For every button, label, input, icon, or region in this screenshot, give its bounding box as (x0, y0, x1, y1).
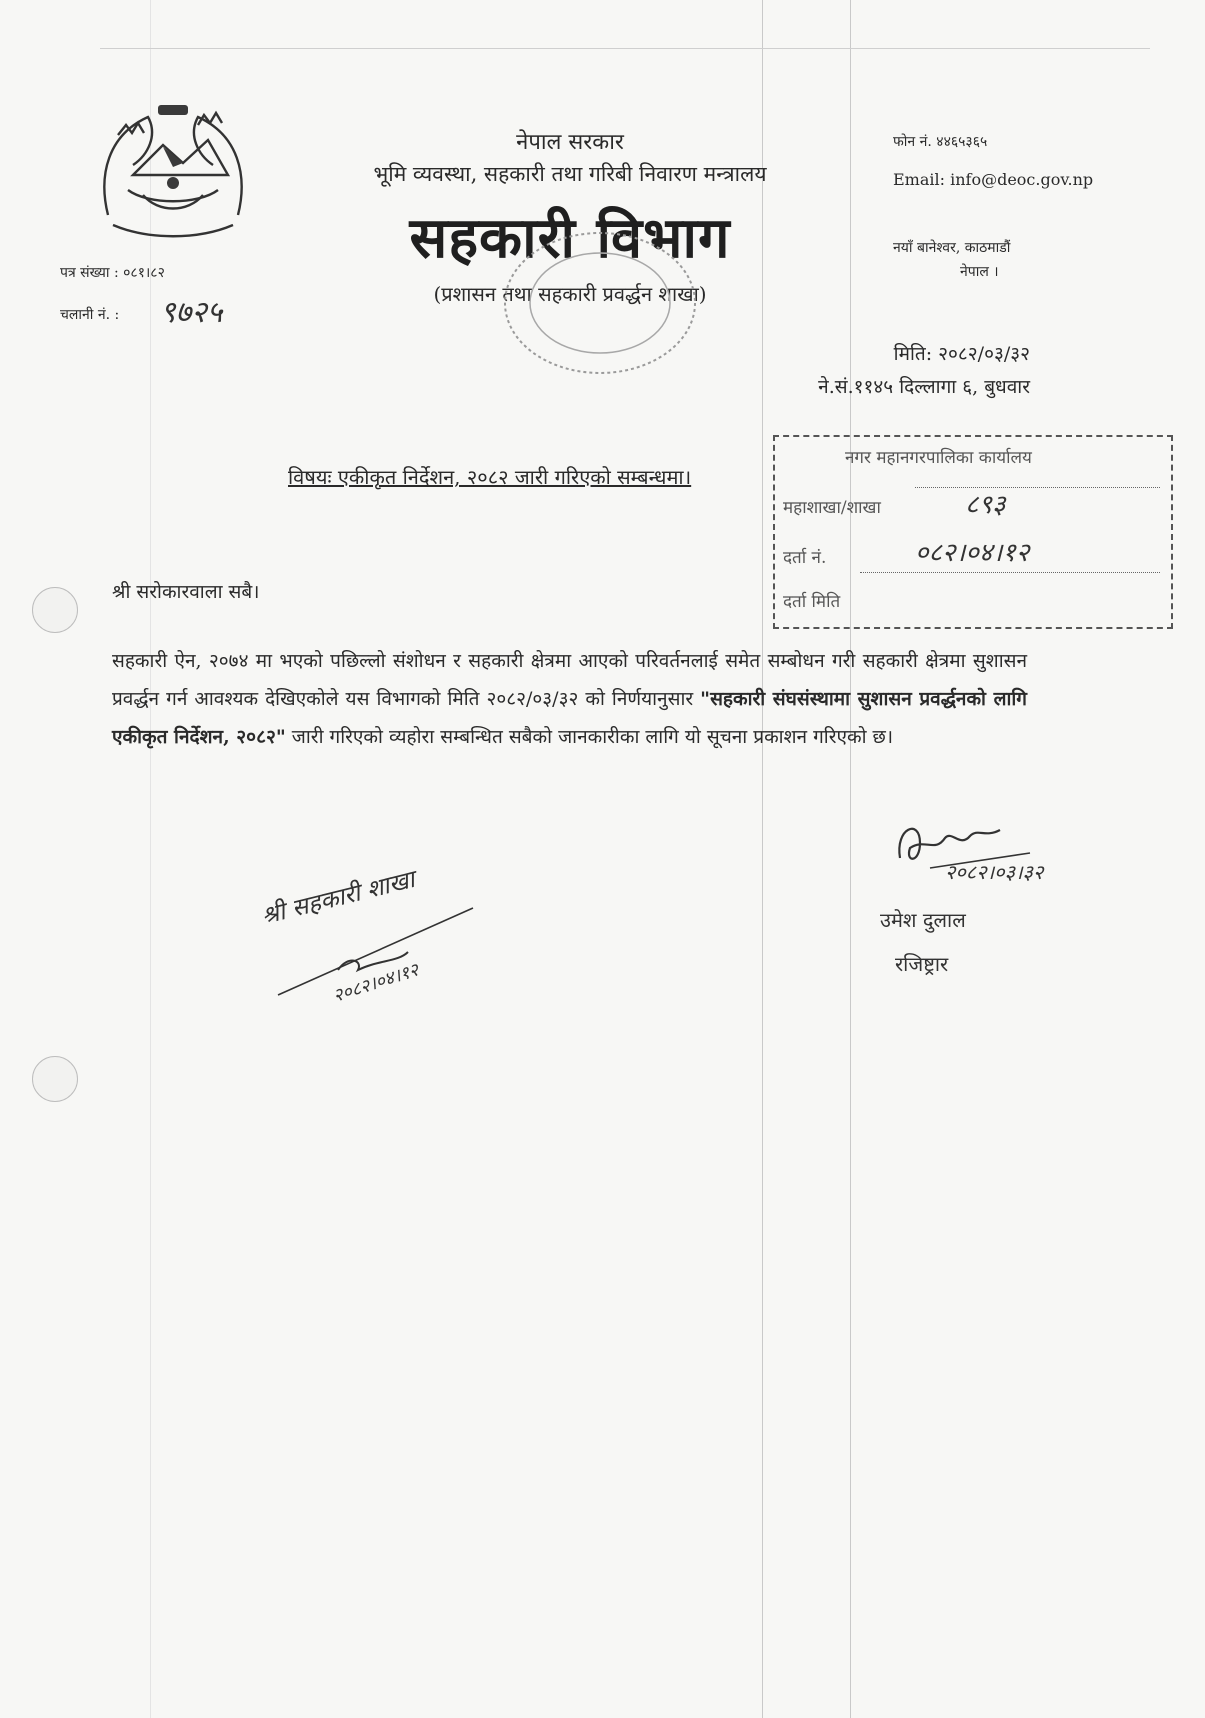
government-name: नेपाल सरकार (516, 130, 624, 155)
stamp-darta-value: ०८२।०४।१२ (915, 538, 1030, 568)
dispatch-number-handwritten: ९७२५ (160, 295, 223, 330)
body-text: सहकारी ऐन, २०७४ मा भएको पछिल्लो संशोधन र सहकारी क्षेत्रमा आएको परिवर्तनलाई समेत सम्बोधन गरी सहकारी क्षेत्रमा सुशासन प्रवर्द्धन गर्न आवश्यक देखिएकोले यस विभागको मिति २०८२/०३/३२ को निर्णयानुसार (112, 650, 1027, 710)
address-line: नयाँ बानेश्वर, काठमाडौं (893, 240, 1011, 256)
forwarding-note-handwritten: श्री सहकारी शाखा (258, 865, 418, 931)
phone-number: फोन नं. ४४६५३६५ (893, 134, 988, 150)
recipient: श्री सरोकारवाला सबै। (112, 581, 260, 603)
fold-line (150, 0, 151, 1718)
letter-subject: विषयः एकीकृत निर्देशन, २०८२ जारी गरिएको सम्बन्धमा। (288, 465, 692, 489)
punch-hole (32, 587, 78, 633)
signatory-name: उमेश दुलाल (880, 908, 966, 932)
stamp-dotted-line (860, 572, 1160, 573)
letter-date: मिति: २०८२/०३/३२ (893, 343, 1030, 365)
department-title: सहकारी विभाग (409, 205, 731, 271)
letter-number: पत्र संख्या : ०८१।८२ (60, 265, 165, 281)
signature-date-handwritten: २०८२।०३।३२ (945, 860, 1044, 884)
receipt-stamp (773, 435, 1173, 629)
ministry-name: भूमि व्यवस्था, सहकारी तथा गरिबी निवारण मन्त्रालय (373, 162, 767, 186)
dispatch-label: चलानी नं. : (60, 307, 120, 323)
email-address: Email: info@deoc.gov.np (893, 170, 1094, 189)
address-country: नेपाल । (960, 264, 999, 280)
stamp-darta-label: दर्ता नं. (783, 548, 827, 568)
punch-hole (32, 1056, 78, 1102)
letter-body (112, 642, 1027, 756)
fold-line (850, 0, 851, 1718)
directive-title: "सहकारी संघसंस्थामा सुशासन प्रवर्द्धनको लागि एकीकृत निर्देशन, २०८२" (112, 688, 1027, 748)
nepal-sambat-date: ने.सं.११४५ दिल्लागा ६, बुधवार (818, 376, 1030, 398)
branch-name: (प्रशासन तथा सहकारी प्रवर्द्धन शाखा) (433, 282, 707, 306)
signatory-title: रजिष्ट्रार (895, 952, 949, 976)
scan-artifact-line (100, 48, 1150, 49)
nepal-emblem-icon (88, 95, 258, 245)
stamp-office-name: नगर महानगरपालिका कार्यालय (845, 448, 1032, 468)
stamp-darta-date-label: दर्ता मिति (783, 592, 841, 612)
office-seal-icon (500, 228, 700, 378)
forwarding-date-handwritten: २०८२।०४।१२ (330, 959, 422, 1007)
stamp-dotted-line (915, 487, 1160, 488)
stamp-division-label: महाशाखा/शाखा (783, 498, 881, 518)
body-text: जारी गरिएको व्यहोरा सम्बन्धित सबैको जानकारीका लागि यो सूचना प्रकाशन गरिएको छ। (285, 726, 894, 748)
stamp-division-value: ८९३ (965, 490, 1006, 520)
